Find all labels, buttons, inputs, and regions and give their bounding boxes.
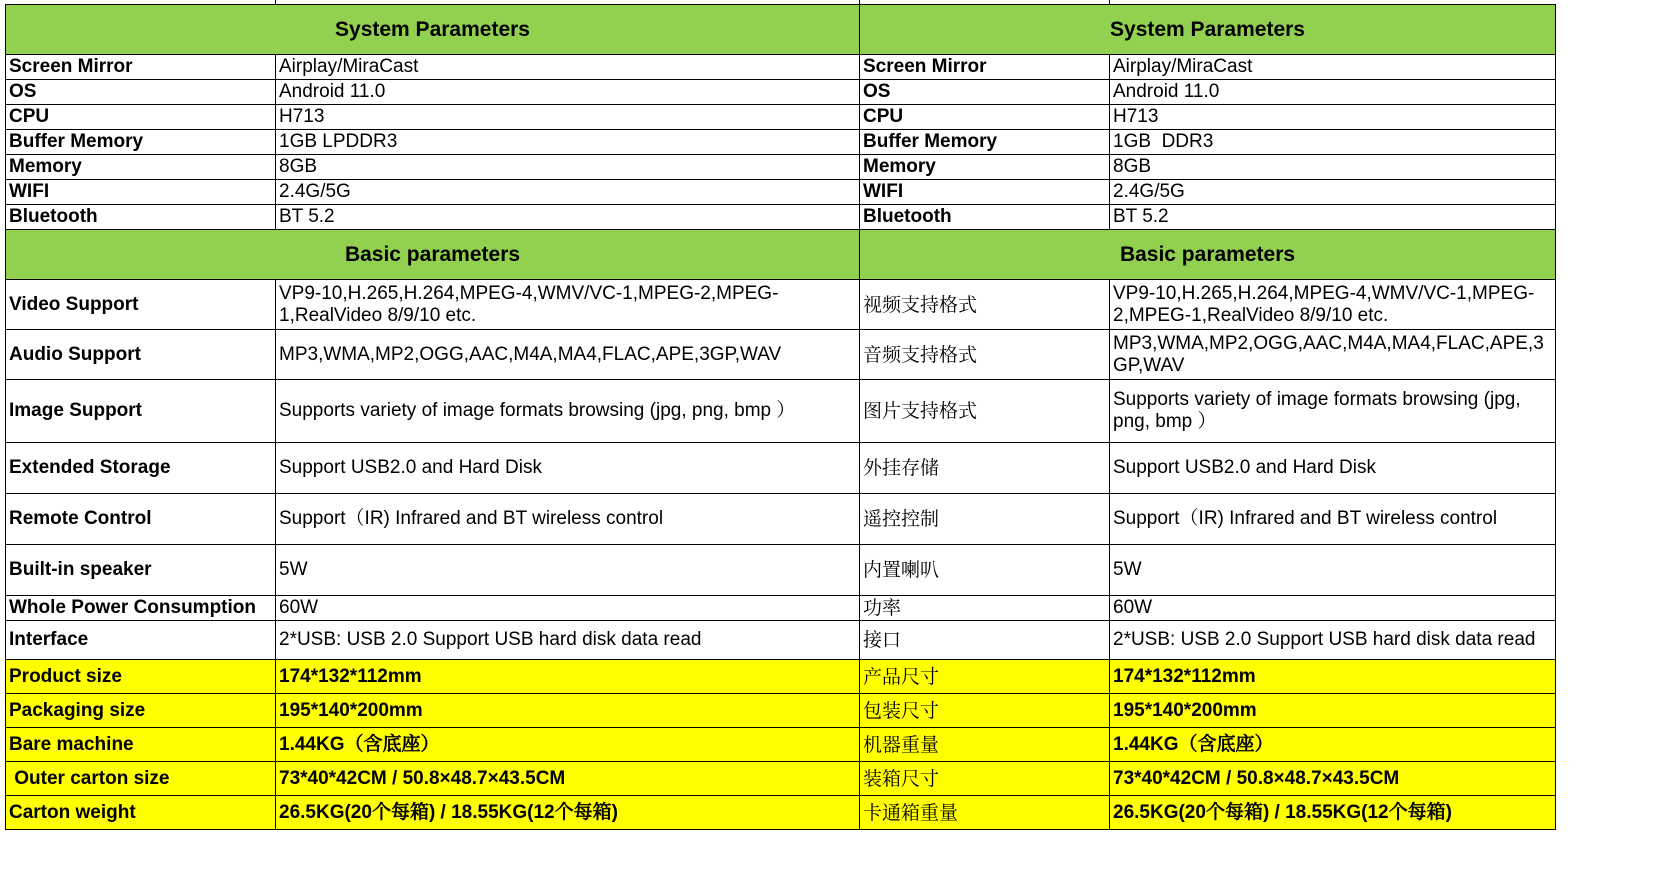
param-key: Memory (6, 155, 276, 180)
param-value: H713 (1110, 105, 1556, 130)
highlight-key: Bare machine (6, 728, 276, 762)
highlight-key: Product size (6, 660, 276, 694)
param-key: 功率 (860, 596, 1110, 621)
param-value: 1GB DDR3 (1110, 130, 1556, 155)
param-key: Extended Storage (6, 443, 276, 494)
highlight-key: 装箱尺寸 (860, 762, 1110, 796)
param-value: Airplay/MiraCast (276, 55, 860, 80)
param-key: Memory (860, 155, 1110, 180)
param-value: VP9-10,H.265,H.264,MPEG-4,WMV/VC-1,MPEG-2,MPEG-1,RealVideo 8/9/10 etc. (1110, 280, 1556, 330)
highlight-value: 73*40*42CM / 50.8×48.7×43.5CM (1110, 762, 1556, 796)
highlight-value: 1.44KG（含底座） (276, 728, 860, 762)
param-value: H713 (276, 105, 860, 130)
param-value: Supports variety of image formats browsing (jpg, png, bmp ） (276, 380, 860, 443)
param-key: 接口 (860, 621, 1110, 660)
section-header-system: System Parameters (860, 5, 1556, 55)
param-key: Video Support (6, 280, 276, 330)
highlight-value: 26.5KG(20个每箱) / 18.55KG(12个每箱) (276, 796, 860, 830)
param-key: Bluetooth (860, 205, 1110, 230)
param-key: WIFI (6, 180, 276, 205)
param-key: 视频支持格式 (860, 280, 1110, 330)
section-header-system: System Parameters (6, 5, 860, 55)
spec-table-english (5, 4, 860, 830)
param-value: Android 11.0 (276, 80, 860, 105)
param-value: BT 5.2 (1110, 205, 1556, 230)
highlight-key: 包装尺寸 (860, 694, 1110, 728)
highlight-value: 195*140*200mm (1110, 694, 1556, 728)
param-value: 5W (276, 545, 860, 596)
section-header-basic: Basic parameters (860, 230, 1556, 280)
highlight-key: 产品尺寸 (860, 660, 1110, 694)
spec-table-chinese (859, 4, 1556, 830)
param-value: Airplay/MiraCast (1110, 55, 1556, 80)
highlight-key: Outer carton size (6, 762, 276, 796)
highlight-value: 1.44KG（含底座） (1110, 728, 1556, 762)
param-value: BT 5.2 (276, 205, 860, 230)
param-key: Screen Mirror (6, 55, 276, 80)
param-key: 图片支持格式 (860, 380, 1110, 443)
param-value: 2.4G/5G (1110, 180, 1556, 205)
param-value: Support（IR) Infrared and BT wireless control (1110, 494, 1556, 545)
param-value: Supports variety of image formats browsing (jpg, png, bmp ） (1110, 380, 1556, 443)
param-value: Support USB2.0 and Hard Disk (276, 443, 860, 494)
param-key: Image Support (6, 380, 276, 443)
param-key: OS (6, 80, 276, 105)
highlight-value: 195*140*200mm (276, 694, 860, 728)
param-key: Remote Control (6, 494, 276, 545)
highlight-value: 174*132*112mm (1110, 660, 1556, 694)
param-key: Bluetooth (6, 205, 276, 230)
param-key: CPU (860, 105, 1110, 130)
param-value: Support USB2.0 and Hard Disk (1110, 443, 1556, 494)
param-key: Buffer Memory (860, 130, 1110, 155)
param-key: CPU (6, 105, 276, 130)
param-value: VP9-10,H.265,H.264,MPEG-4,WMV/VC-1,MPEG-2,MPEG-1,RealVideo 8/9/10 etc. (276, 280, 860, 330)
param-key: 音频支持格式 (860, 330, 1110, 380)
param-value: 8GB (276, 155, 860, 180)
highlight-value: 26.5KG(20个每箱) / 18.55KG(12个每箱) (1110, 796, 1556, 830)
highlight-value: 73*40*42CM / 50.8×48.7×43.5CM (276, 762, 860, 796)
param-value: MP3,WMA,MP2,OGG,AAC,M4A,MA4,FLAC,APE,3GP,WAV (1110, 330, 1556, 380)
section-header-basic: Basic parameters (6, 230, 860, 280)
highlight-key: Packaging size (6, 694, 276, 728)
param-key: WIFI (860, 180, 1110, 205)
param-value: 8GB (1110, 155, 1556, 180)
highlight-key: 卡通箱重量 (860, 796, 1110, 830)
param-key: Interface (6, 621, 276, 660)
param-value: Support（IR) Infrared and BT wireless control (276, 494, 860, 545)
param-key: 内置喇叭 (860, 545, 1110, 596)
param-key: 外挂存储 (860, 443, 1110, 494)
param-value: MP3,WMA,MP2,OGG,AAC,M4A,MA4,FLAC,APE,3GP,WAV (276, 330, 860, 380)
highlight-value: 174*132*112mm (276, 660, 860, 694)
param-key: Screen Mirror (860, 55, 1110, 80)
param-value: 2.4G/5G (276, 180, 860, 205)
param-value: Android 11.0 (1110, 80, 1556, 105)
param-key: 遥控控制 (860, 494, 1110, 545)
param-value: 2*USB: USB 2.0 Support USB hard disk data read (276, 621, 860, 660)
param-value: 2*USB: USB 2.0 Support USB hard disk data read (1110, 621, 1556, 660)
param-key: Audio Support (6, 330, 276, 380)
param-key: Built-in speaker (6, 545, 276, 596)
param-value: 1GB LPDDR3 (276, 130, 860, 155)
param-value: 5W (1110, 545, 1556, 596)
param-key: Buffer Memory (6, 130, 276, 155)
param-value: 60W (276, 596, 860, 621)
param-key: OS (860, 80, 1110, 105)
highlight-key: 机器重量 (860, 728, 1110, 762)
param-key: Whole Power Consumption (6, 596, 276, 621)
highlight-key: Carton weight (6, 796, 276, 830)
param-value: 60W (1110, 596, 1556, 621)
